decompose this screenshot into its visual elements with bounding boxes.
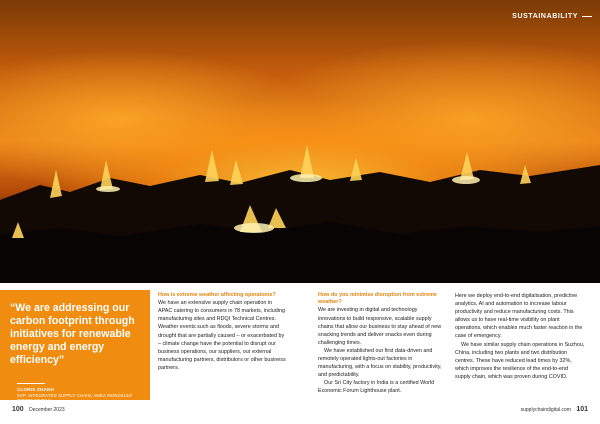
quote-author-name: CLORIS ZHANG — [17, 387, 55, 392]
pull-quote-text: “We are addressing our carbon footprint through initiatives for renewable energy and energy efficiency” — [10, 302, 135, 366]
quote-author-title: SVP, INTEGRATED SUPPLY CHAIN, AMEA MONDELEZ INTERNATIONAL — [17, 393, 133, 404]
paragraph: We are investing in digital and technology innovations to build responsive, scalable supply chains that allow our business to stay ahead of new snacking trends and deliver snacks even during challenging times. — [318, 307, 442, 346]
paragraph: Here we deploy end-to-end digitalisation, predictive analytics, AI and automation to increase labour productivity and reduce manufacturing costs. This allows us to have real-time visibility on plant operations, which enables much faster reaction in the case of emergency. — [455, 293, 583, 340]
quote-divider — [17, 383, 45, 384]
question-heading-1: How is extreme weather affecting operations? — [158, 292, 276, 298]
issue-date: December 2023 — [29, 407, 65, 413]
question-heading-2: How do you minimise disruption from extreme weather? — [318, 292, 437, 306]
paragraph: We have similar supply chain operations in Suzhou, China, including two plants and two distribution centres. These have reduced lead times by 32%, which improves the resilience of the end-to-end supply chain, which was proven during COVID. — [455, 341, 585, 380]
article-column-3 — [455, 292, 585, 381]
section-label: SUSTAINABILITY — [512, 13, 578, 20]
page-number-right: 101 — [576, 406, 588, 413]
pull-quote-box — [0, 290, 150, 404]
page-number-left: 100 — [12, 406, 24, 413]
website-url: supplychaindigital.com — [520, 407, 571, 413]
article-column-2 — [318, 292, 446, 395]
paragraph: We have established our first data-driven and remotely operated lights-out factories in manufacturing, with a focus on stability, productivity, and predictability. — [318, 347, 442, 379]
article-column-1 — [158, 292, 286, 372]
footer-right — [521, 406, 588, 413]
footer-left — [12, 406, 65, 413]
section-rule — [582, 16, 592, 17]
paragraph: Our Sri City factory in India is a certified World Economic Forum Lighthouse plant. — [318, 380, 435, 395]
paragraph: We have an extensive supply chain operation in APAC catering to consumers in 78 markets, including manufacturing sites and RDQI Technical Centres. Weather events such as floods, severe storms and drought that are partially caused – or exacerbated by – climate change have the potential to disrupt our business operations, our suppliers, our external manufacturing partners, distributors or other business partners. — [158, 300, 286, 371]
